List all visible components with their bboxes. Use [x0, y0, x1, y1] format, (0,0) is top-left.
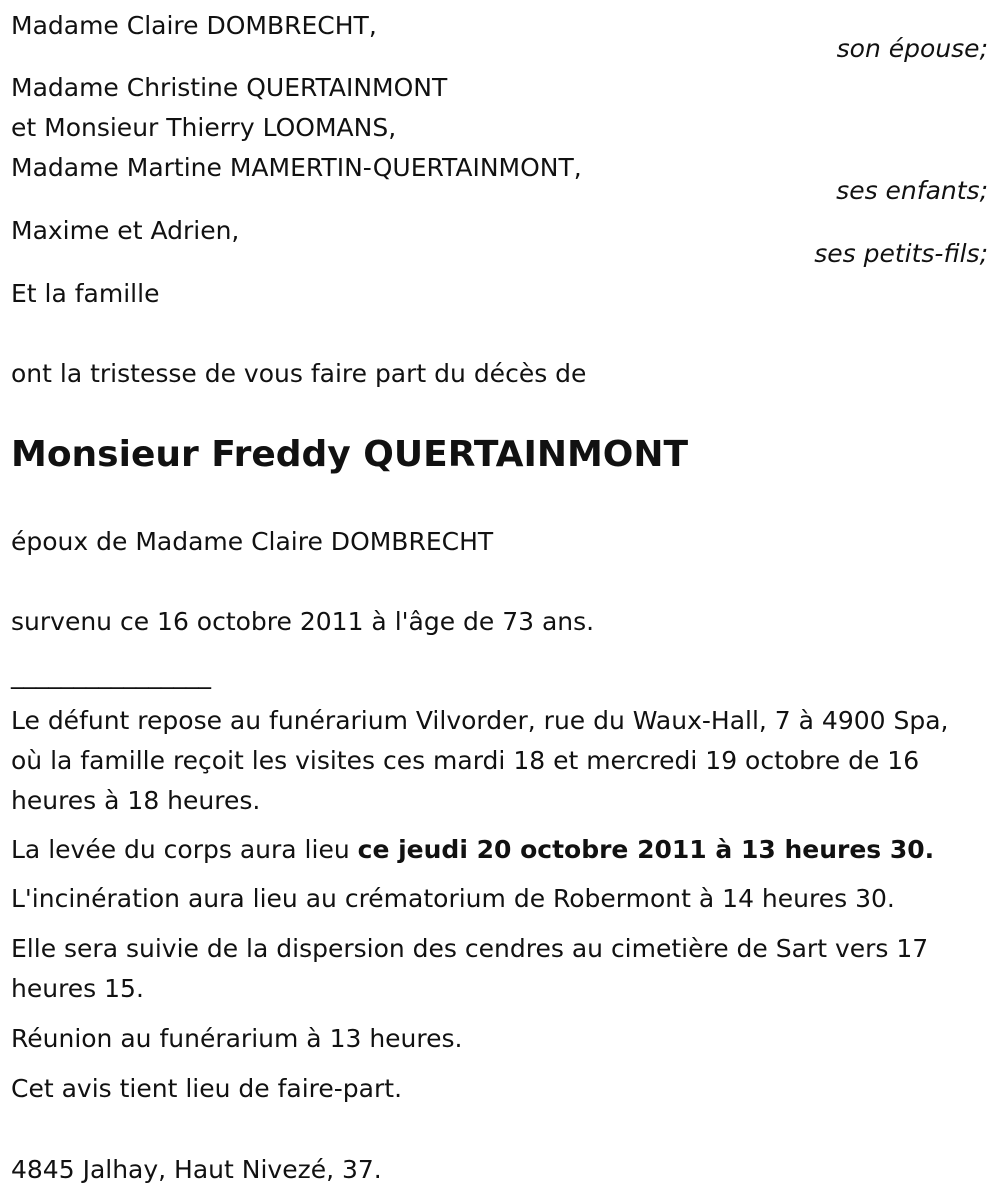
spouse-of: époux de Madame Claire DOMBRECHT	[11, 527, 494, 556]
children-role: ses enfants;	[836, 176, 988, 205]
grandchildren-names: Maxime et Adrien,	[11, 216, 240, 245]
faire-part-paragraph: Cet avis tient lieu de faire-part.	[11, 1074, 403, 1103]
separator-line: ________________	[11, 660, 211, 689]
levee-paragraph	[11, 830, 976, 870]
deceased-name: Monsieur Freddy QUERTAINMONT	[11, 434, 689, 475]
spouse-role: son épouse;	[836, 34, 988, 63]
spouse-name: Madame Claire DOMBRECHT,	[11, 11, 377, 40]
death-info: survenu ce 16 octobre 2011 à l'âge de 73 ans.	[11, 607, 595, 636]
child-name-1: Madame Christine QUERTAINMONT	[11, 73, 448, 102]
dispersion-paragraph: Elle sera suivie de la dispersion des cendres au cimetière de Sart vers 17 heures 15.	[11, 934, 929, 1003]
reunion-paragraph: Réunion au funérarium à 13 heures.	[11, 1024, 463, 1053]
levee-date: ce jeudi 20 octobre 2011 à 13 heures 30.	[357, 835, 935, 864]
levee-prefix: La levée du corps aura lieu	[11, 835, 358, 864]
extended-family: Et la famille	[11, 279, 160, 308]
repose-paragraph: Le défunt repose au funérarium Vilvorder, rue du Waux-Hall, 7 à 4900 Spa, où la famille reçoit les visites ces mardi 18 et mercredi 19 octobre de 16 heures à 18 heures.	[11, 706, 949, 815]
child-partner: et Monsieur Thierry LOOMANS,	[11, 113, 397, 142]
child-name-2: Madame Martine MAMERTIN-QUERTAINMONT,	[11, 153, 582, 182]
address: 4845 Jalhay, Haut Nivezé, 37.	[11, 1155, 382, 1184]
announcement-intro: ont la tristesse de vous faire part du décès de	[11, 359, 587, 388]
incineration-paragraph: L'incinération aura lieu au crématorium de Robermont à 14 heures 30.	[11, 884, 895, 913]
grandchildren-role: ses petits-fils;	[814, 239, 988, 268]
